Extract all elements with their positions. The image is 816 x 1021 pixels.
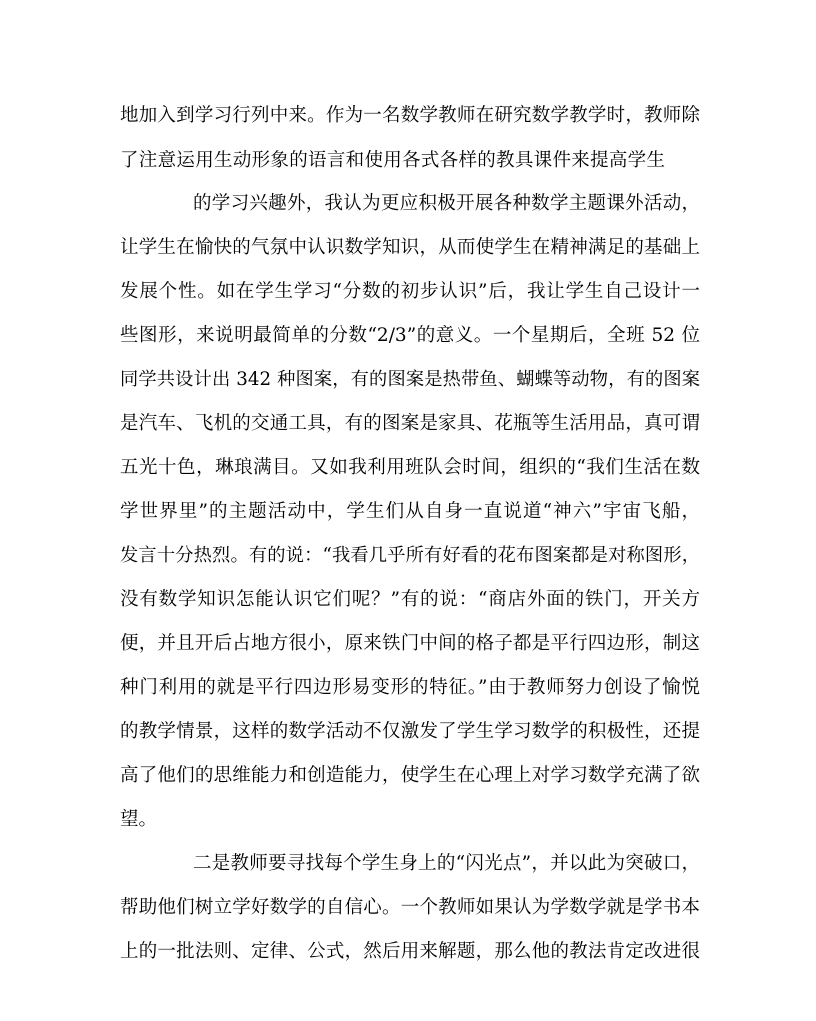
body-text-line: 些图形，来说明最简单的分数“2/3”的意义。一个星期后，全班 52 位 — [120, 325, 700, 346]
body-text-line: 地加入到学习行列中来。作为一名数学教师在研究数学教学时，教师除 — [120, 105, 700, 126]
body-text-line: 让学生在愉快的气氛中认识数学知识，从而使学生在精神满足的基础上 — [120, 237, 700, 258]
body-text-line: 的学习兴趣外，我认为更应积极开展各种数学主题课外活动， — [193, 193, 700, 214]
body-text-line: 没有数学知识怎能认识它们呢？”有的说：“商店外面的铁门，开关方 — [120, 589, 700, 610]
body-text-line: 望。 — [120, 809, 158, 830]
body-text-line: 发展个性。如在学生学习“分数的初步认识”后，我让学生自己设计一 — [120, 281, 700, 302]
body-text-line: 学世界里”的主题活动中，学生们从自身一直说道“神六”宇宙飞船， — [120, 501, 700, 522]
body-text-line: 二是教师要寻找每个学生身上的“闪光点”，并以此为突破口， — [193, 853, 700, 874]
body-text-line: 同学共设计出 342 种图案，有的图案是热带鱼、蝴蝶等动物，有的图案 — [120, 369, 700, 390]
body-text-line: 高了他们的思维能力和创造能力，使学生在心理上对学习数学充满了欲 — [120, 765, 700, 786]
body-text-line: 帮助他们树立学好数学的自信心。一个教师如果认为学数学就是学书本 — [120, 897, 700, 918]
body-text-line: 的教学情景，这样的数学活动不仅激发了学生学习数学的积极性，还提 — [120, 721, 700, 742]
body-text-line: 种门利用的就是平行四边形易变形的特征。”由于教师努力创设了愉悦 — [120, 677, 700, 698]
body-text-line: 了注意运用生动形象的语言和使用各式各样的教具课件来提高学生 — [120, 150, 665, 171]
body-text-line: 是汽车、飞机的交通工具，有的图案是家具、花瓶等生活用品，真可谓 — [120, 413, 700, 434]
body-text-line: 上的一批法则、定律、公式，然后用来解题，那么他的教法肯定改进很 — [120, 941, 700, 962]
body-text-line: 发言十分热烈。有的说：“我看几乎所有好看的花布图案都是对称图形， — [120, 545, 700, 566]
body-text-line: 便，并且开后占地方很小，原来铁门中间的格子都是平行四边形，制这 — [120, 633, 700, 654]
body-text-line: 五光十色，琳琅满目。又如我利用班队会时间，组织的“我们生活在数 — [120, 457, 700, 478]
